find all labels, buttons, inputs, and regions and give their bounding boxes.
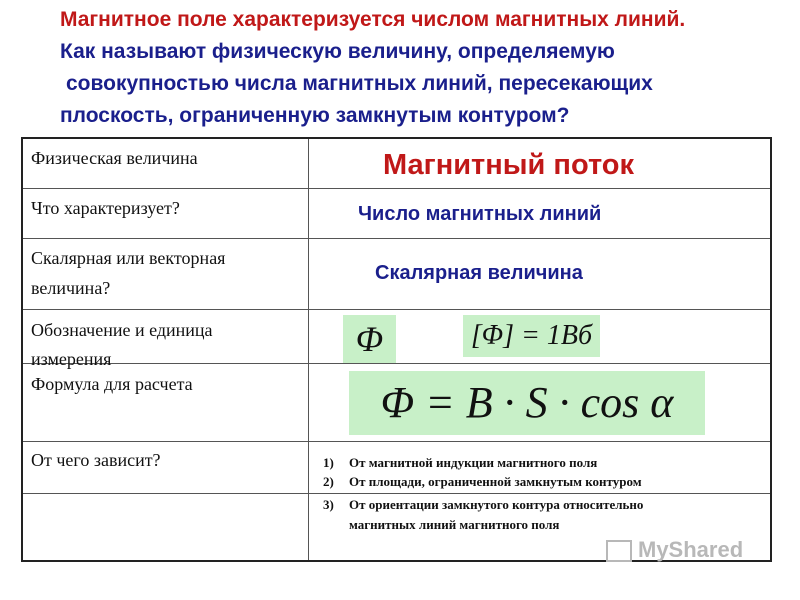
list-item-continuation: магнитных линий магнитного поля (349, 517, 560, 532)
row-divider (23, 363, 770, 364)
value-field-lines: Число магнитных линий (358, 203, 602, 225)
row-label-formula: Формула для расчета (31, 374, 193, 394)
column-divider (308, 139, 309, 560)
row-label-notation-1: Обозначение и единица (31, 320, 213, 340)
question-line-4: плоскость, ограниченную замкнутым контуром? (60, 104, 570, 127)
question-line-1: Магнитное поле характеризуется числом магнитных линий. (60, 8, 686, 31)
presentation-icon (606, 540, 632, 562)
row-divider (23, 188, 770, 189)
row-label-notation-2: измерения (31, 349, 112, 369)
row-label-characterizes: Что характеризует? (31, 198, 180, 218)
symbol-phi: Φ (343, 315, 396, 363)
list-item: 2) От площади, ограниченной замкнутым контуром (323, 474, 642, 489)
value-magnetic-flux: Магнитный поток (383, 149, 634, 181)
value-scalar: Скалярная величина (375, 262, 583, 284)
question-line-3: совокупностью числа магнитных линий, пересекающих (66, 72, 653, 95)
list-item: 1) От магнитной индукции магнитного поля (323, 455, 598, 470)
row-label-quantity: Физическая величина (31, 148, 198, 168)
row-label-scalar-vector-2: величина? (31, 278, 111, 298)
row-divider (23, 238, 770, 239)
row-label-depends: От чего зависит? (31, 450, 161, 470)
unit-formula: [Φ] = 1Вб (463, 315, 600, 357)
row-divider (23, 309, 770, 310)
properties-table (21, 137, 772, 562)
flux-formula: Φ = B · S · cos α (349, 371, 705, 435)
question-line-2: Как называют физическую величину, определяемую (60, 40, 615, 63)
row-divider (308, 493, 770, 494)
row-label-scalar-vector-1: Скалярная или векторная (31, 248, 226, 268)
watermark: MyShared (606, 537, 743, 563)
row-divider (23, 441, 770, 442)
row-divider (23, 493, 308, 494)
list-item: 3) От ориентации замкнутого контура относительно (323, 497, 644, 512)
